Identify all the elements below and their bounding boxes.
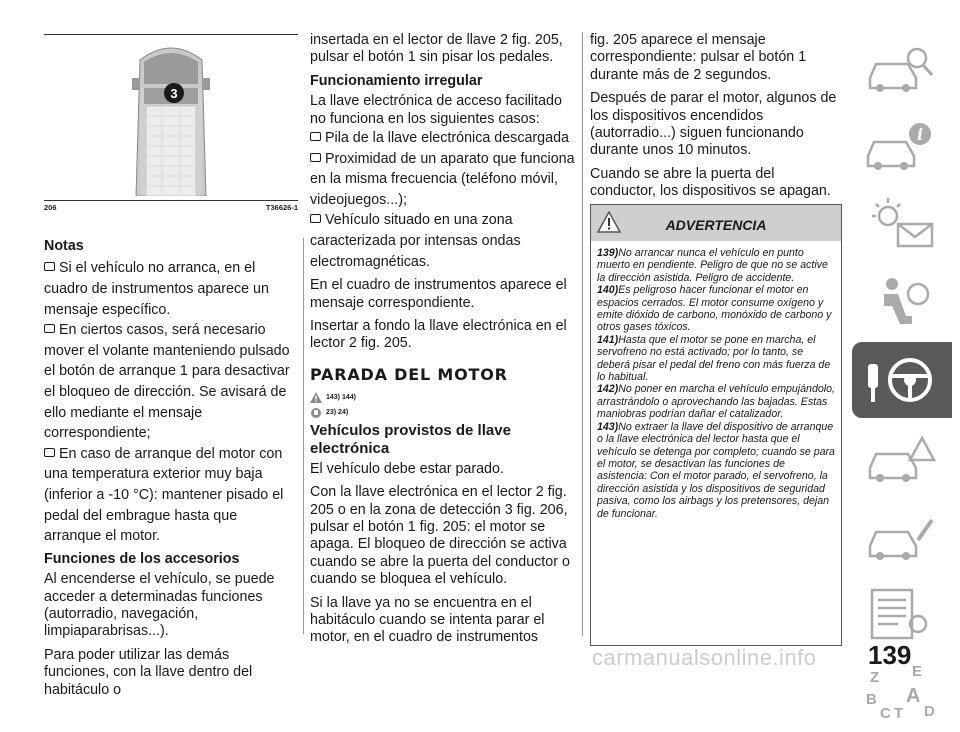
column-2: [310, 32, 576, 653]
bullet-icon: [44, 448, 55, 457]
bullet-icon: [44, 324, 55, 333]
caution-reference: 23) 24): [310, 407, 576, 418]
bullet-icon: [310, 153, 321, 162]
alphabet-index-icon: [862, 662, 942, 722]
warning-item: 141)Hasta que el motor se pone en marcha, el servofreno no está activado; por lo tanto, se deberá pisar el pedal del freno con más fuerza de lo habitual.: [597, 333, 831, 384]
tab-car-search[interactable]: [852, 30, 952, 106]
irregular-heading: Funcionamiento irregular: [310, 72, 483, 89]
continued-paragraph: insertada en el lector de llave 2 fig. 205, pulsar el botón 1 sin pisar los pedales.: [310, 32, 563, 66]
tab-car-info[interactable]: [852, 108, 952, 184]
warning-title: ADVERTENCIA: [665, 217, 767, 233]
figure-206: [44, 36, 298, 212]
page-number: 139: [868, 640, 912, 670]
message-paragraph: En el cuadro de instrumentos aparece el mensaje correspondiente.: [310, 277, 567, 311]
warning-item: 142)No poner en marcha el vehículo empujándolo, arrastrándolo o aprovechando las bajadas. Estas maniobras podrían dañar el catalizador.: [597, 383, 835, 421]
note-item: En caso de arranque del motor con una temperatura exterior muy baja (inferior a -10 °C): mantener pisado el pedal del embrague hasta que arranque el motor.: [44, 445, 284, 545]
warning-header: [591, 205, 841, 241]
caution-hand-icon: [310, 407, 322, 418]
note-item: Si el vehículo no arranca, en el cuadro de instrumentos aparece un mensaje específico.: [44, 260, 269, 318]
column-1: [44, 238, 298, 705]
bullet-icon: [310, 132, 321, 141]
accessories-paragraph-2: Para poder utilizar las demás funciones, con la llave dentro del habitáculo o: [44, 646, 253, 698]
column-3-paragraph-3: Cuando se abre la puerta del conductor, los dispositivos se apagan.: [590, 165, 831, 200]
column-3-paragraph-1: fig. 205 aparece el mensaje correspondiente: pulsar el botón 1 durante más de 2 segundos.: [590, 32, 807, 83]
warning-item: 139)No arrancar nunca el vehículo en punto muerto en pendiente. Peligro de que no se active la dirección asistida. Peligro de accidente.: [597, 247, 828, 284]
column-divider: [303, 238, 304, 634]
svg-text:A: A: [906, 685, 921, 707]
irregular-item: Pila de la llave electrónica descargada: [310, 128, 576, 149]
figure-code: T36626-1: [265, 203, 298, 212]
technical-data-icon: [862, 584, 942, 644]
svg-text:C: C: [880, 705, 891, 722]
car-search-icon: [862, 38, 942, 98]
car-info-icon: [862, 116, 942, 176]
bullet-icon: [44, 262, 55, 271]
tab-maintenance[interactable]: [852, 498, 952, 574]
watermark: carmanualsonline.info: [592, 645, 817, 670]
tab-emergency[interactable]: [852, 420, 952, 496]
figure-number: 206: [44, 203, 57, 212]
svg-text:E: E: [912, 663, 923, 680]
vehicles-heading: Vehículos provistos de llave electrónica: [310, 421, 511, 457]
accessories-heading: Funciones de los accesorios: [44, 550, 240, 567]
irregular-paragraph: La llave electrónica de acceso facilitado no funciona en los siguientes casos:: [310, 93, 562, 127]
warning-triangle-icon: [310, 392, 322, 403]
warning-reference: 143) 144): [310, 392, 576, 403]
vehicles-paragraph-2: Con la llave electrónica en el lector 2 fig. 205 o en la zona de detección 3 fig. 206, pulsar el botón 1 fig. 205: el motor se apaga. El bloqueo de dirección se activa cuando se abre la puerta del conductor o cuando se bloquea el vehículo.: [310, 484, 570, 588]
svg-text:Z: Z: [870, 669, 880, 686]
lights-message-icon: [862, 194, 942, 254]
warning-item: 140)Es peligroso hacer funcionar el motor en espacios cerrados. El motor consume oxígeno y emite dióxido de carbono, monóxido de carbono y otros gases tóxicos.: [597, 284, 832, 334]
van-top-view-illustration: [44, 36, 298, 196]
airbag-seat-icon: [862, 272, 942, 332]
top-rule: [44, 34, 298, 35]
tab-safety[interactable]: [852, 264, 952, 340]
bullet-icon: [310, 214, 321, 223]
svg-text:B: B: [866, 691, 877, 708]
svg-text:i: i: [916, 125, 924, 144]
car-wrench-icon: [862, 506, 942, 566]
chapter-sidebar: [852, 30, 960, 732]
insert-key-paragraph: Insertar a fondo la llave electrónica en el lector 2 fig. 205.: [310, 318, 567, 352]
warning-box: [590, 204, 842, 646]
column-divider: [582, 32, 583, 636]
key-steering-wheel-icon: [862, 350, 942, 410]
column-3-paragraph-2: Después de parar el motor, algunos de los dispositivos encendidos (autorradio...) siguen funcionando durante unos 10 minutos.: [590, 90, 837, 159]
notes-heading: Notas: [44, 238, 84, 254]
tab-starting-driving[interactable]: [852, 342, 952, 418]
svg-text:T: T: [894, 705, 904, 722]
irregular-item: Vehículo situado en una zona caracterizada por intensas ondas electromagnéticas.: [310, 212, 521, 270]
column-3: [590, 32, 840, 207]
warning-body: [591, 241, 841, 526]
figure-caption: [44, 200, 298, 212]
warning-item: 143)No extraer la llave del dispositivo de arranque o la llave electrónica del lector hasta que el vehículo se detenga por completo; cuando se para el motor, se desactivan las funciones de asistencia: Con el motor parado, el servofreno, la dirección asistida y los dispositivos de seguridad pasiva, como los airbags y los pretensores, dejan de funcionar.: [597, 420, 835, 520]
accessories-paragraph-1: Al encenderse el vehículo, se puede acceder a determinadas funciones (autorradio, navegación, limpiaparabrisas...).: [44, 571, 275, 640]
car-warning-icon: [862, 428, 942, 488]
note-item: En ciertos casos, será necesario mover el volante manteniendo pulsado el botón de arranque 1 para desactivar el bloqueo de dirección. Se avisará de ello mediante el mensaje correspondiente;: [44, 322, 290, 442]
section-title: PARADA DEL MOTOR: [310, 364, 508, 384]
svg-text:D: D: [924, 703, 935, 720]
irregular-item: Proximidad de un aparato que funciona en la misma frecuencia (teléfono móvil, videojuegos...);: [310, 150, 575, 208]
callout-3: 3: [170, 86, 178, 101]
tab-lights-messages[interactable]: [852, 186, 952, 262]
vehicles-paragraph-1: El vehículo debe estar parado.: [310, 460, 504, 477]
vehicles-paragraph-3: Si la llave ya no se encuentra en el habitáculo cuando se intenta parar el motor, en el cuadro de instrumentos: [310, 594, 545, 646]
